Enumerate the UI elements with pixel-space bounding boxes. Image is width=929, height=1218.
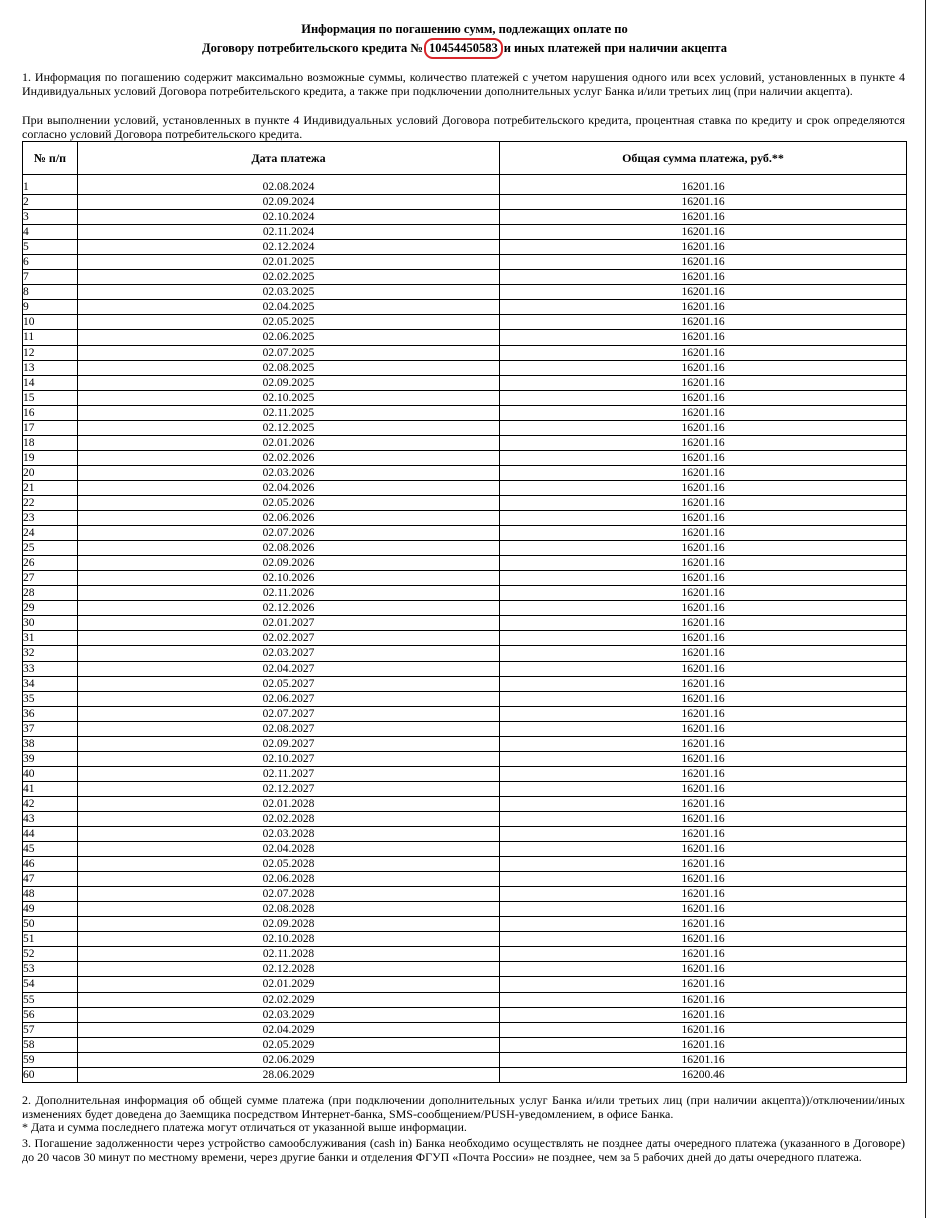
- payment-amount: 16201.16: [500, 721, 907, 736]
- payment-date: 02.08.2026: [78, 541, 500, 556]
- table-row: [23, 1007, 907, 1022]
- header-amount: Общая сумма платежа, руб.**: [500, 142, 907, 175]
- payment-amount: 16201.16: [500, 240, 907, 255]
- row-number: 24: [23, 526, 78, 541]
- row-number: 1: [23, 180, 78, 195]
- header-date: Дата платежа: [78, 142, 500, 175]
- page-edge-line: [925, 0, 926, 1218]
- table-row: [23, 586, 907, 601]
- table-row: [23, 511, 907, 526]
- payment-date: 02.05.2027: [78, 676, 500, 691]
- payment-amount: 16201.16: [500, 571, 907, 586]
- payment-amount: 16201.16: [500, 210, 907, 225]
- payment-date: 02.05.2028: [78, 857, 500, 872]
- payment-amount: 16201.16: [500, 1007, 907, 1022]
- table-row: [23, 180, 907, 195]
- row-number: 29: [23, 601, 78, 616]
- row-number: 33: [23, 661, 78, 676]
- payment-amount: 16201.16: [500, 887, 907, 902]
- payment-date: 02.10.2024: [78, 210, 500, 225]
- table-row: [23, 751, 907, 766]
- row-number: 43: [23, 811, 78, 826]
- payment-date: 02.12.2027: [78, 781, 500, 796]
- payment-date: 02.02.2028: [78, 811, 500, 826]
- payment-date: 02.12.2024: [78, 240, 500, 255]
- table-row: [23, 1067, 907, 1082]
- payment-date: 02.07.2025: [78, 345, 500, 360]
- payment-amount: 16201.16: [500, 511, 907, 526]
- payment-date: 02.02.2025: [78, 270, 500, 285]
- payment-amount: 16201.16: [500, 616, 907, 631]
- payment-date: 02.09.2027: [78, 736, 500, 751]
- payment-date: 02.02.2027: [78, 631, 500, 646]
- table-row: [23, 285, 907, 300]
- payment-amount: 16201.16: [500, 586, 907, 601]
- payment-amount: 16201.16: [500, 360, 907, 375]
- payment-amount: 16201.16: [500, 300, 907, 315]
- table-row: [23, 390, 907, 405]
- payment-date: 02.03.2027: [78, 646, 500, 661]
- payment-date: 28.06.2029: [78, 1067, 500, 1082]
- payment-amount: 16201.16: [500, 661, 907, 676]
- row-number: 27: [23, 571, 78, 586]
- payment-amount: 16201.16: [500, 781, 907, 796]
- row-number: 34: [23, 676, 78, 691]
- row-number: 21: [23, 480, 78, 495]
- payment-amount: 16201.16: [500, 450, 907, 465]
- table-row: [23, 781, 907, 796]
- table-row: [23, 691, 907, 706]
- payment-amount: 16201.16: [500, 526, 907, 541]
- footer-paragraph-3: 3. Погашение задолженности через устройство самообслуживания (cash in) Банка необходимо осуществлять не позднее даты очередного платежа (указанного в Договоре) до 20 часов 30 минут по местному времени, через другие банки и отделения ФГУП «Почта России» не позднее, чем за 5 рабочих дней до даты очередного платежа.: [22, 1136, 905, 1165]
- payment-amount: 16201.16: [500, 420, 907, 435]
- payment-date: 02.09.2025: [78, 375, 500, 390]
- table-row: [23, 315, 907, 330]
- payment-date: 02.03.2028: [78, 827, 500, 842]
- row-number: 5: [23, 240, 78, 255]
- row-number: 18: [23, 435, 78, 450]
- row-number: 8: [23, 285, 78, 300]
- table-row: [23, 646, 907, 661]
- table-row: [23, 526, 907, 541]
- payment-date: 02.12.2026: [78, 601, 500, 616]
- payment-date: 02.06.2026: [78, 511, 500, 526]
- table-row: [23, 796, 907, 811]
- row-number: 57: [23, 1022, 78, 1037]
- payment-amount: 16201.16: [500, 857, 907, 872]
- payment-amount: 16201.16: [500, 285, 907, 300]
- table-row: [23, 902, 907, 917]
- payment-date: 02.01.2026: [78, 435, 500, 450]
- row-number: 23: [23, 511, 78, 526]
- row-number: 12: [23, 345, 78, 360]
- payment-amount: 16201.16: [500, 255, 907, 270]
- row-number: 53: [23, 962, 78, 977]
- payment-date: 02.08.2028: [78, 902, 500, 917]
- title-suffix: и иных платежей при наличии акцепта: [503, 41, 727, 55]
- table-row: [23, 405, 907, 420]
- table-row: [23, 225, 907, 240]
- table-row: [23, 706, 907, 721]
- payment-amount: 16201.16: [500, 315, 907, 330]
- row-number: 55: [23, 992, 78, 1007]
- payment-date: 02.07.2026: [78, 526, 500, 541]
- header-number: № п/п: [23, 142, 78, 175]
- payment-amount: 16201.16: [500, 902, 907, 917]
- payment-date: 02.02.2026: [78, 450, 500, 465]
- row-number: 13: [23, 360, 78, 375]
- row-number: 35: [23, 691, 78, 706]
- table-row: [23, 465, 907, 480]
- payment-amount: 16201.16: [500, 465, 907, 480]
- payment-date: 02.07.2027: [78, 706, 500, 721]
- payment-amount: 16201.16: [500, 842, 907, 857]
- table-row: [23, 375, 907, 390]
- row-number: 11: [23, 330, 78, 345]
- footer-paragraph-2: 2. Дополнительная информация об общей сумме платежа (при подключении дополнительных услуг Банка и/или третьих лиц (при наличии акцепта))/отключении/иных изменениях будет доведена до Заемщика посредством Интернет-банка, SMS-сообщением/PUSH-уведомлением, в офисе Банка.: [22, 1093, 905, 1122]
- payment-date: 02.09.2028: [78, 917, 500, 932]
- payment-amount: 16201.16: [500, 1037, 907, 1052]
- table-row: [23, 495, 907, 510]
- table-row: [23, 435, 907, 450]
- payment-amount: 16201.16: [500, 646, 907, 661]
- payment-amount: 16201.16: [500, 225, 907, 240]
- table-row: [23, 811, 907, 826]
- row-number: 39: [23, 751, 78, 766]
- payment-date: 02.12.2025: [78, 420, 500, 435]
- row-number: 45: [23, 842, 78, 857]
- table-row: [23, 962, 907, 977]
- payment-date: 02.11.2025: [78, 405, 500, 420]
- payment-date: 02.08.2024: [78, 180, 500, 195]
- table-row: [23, 887, 907, 902]
- payment-amount: 16201.16: [500, 932, 907, 947]
- payment-amount: 16200.46: [500, 1067, 907, 1082]
- row-number: 54: [23, 977, 78, 992]
- payment-date: 02.08.2027: [78, 721, 500, 736]
- payment-schedule-table: [22, 141, 907, 1083]
- row-number: 9: [23, 300, 78, 315]
- payment-amount: 16201.16: [500, 435, 907, 450]
- payment-amount: 16201.16: [500, 375, 907, 390]
- table-row: [23, 1037, 907, 1052]
- contract-number: 10454450583: [424, 38, 503, 59]
- payment-date: 02.03.2025: [78, 285, 500, 300]
- row-number: 28: [23, 586, 78, 601]
- row-number: 46: [23, 857, 78, 872]
- payment-amount: 16201.16: [500, 962, 907, 977]
- payment-date: 02.12.2028: [78, 962, 500, 977]
- table-row: [23, 360, 907, 375]
- payment-date: 02.08.2025: [78, 360, 500, 375]
- payment-date: 02.06.2025: [78, 330, 500, 345]
- payment-amount: 16201.16: [500, 195, 907, 210]
- payment-amount: 16201.16: [500, 1052, 907, 1067]
- row-number: 56: [23, 1007, 78, 1022]
- table-row: [23, 736, 907, 751]
- row-number: 44: [23, 827, 78, 842]
- table-row: [23, 766, 907, 781]
- row-number: 31: [23, 631, 78, 646]
- table-row: [23, 917, 907, 932]
- table-row: [23, 827, 907, 842]
- table-row: [23, 616, 907, 631]
- row-number: 19: [23, 450, 78, 465]
- row-number: 32: [23, 646, 78, 661]
- payment-date: 02.04.2028: [78, 842, 500, 857]
- row-number: 17: [23, 420, 78, 435]
- payment-date: 02.11.2026: [78, 586, 500, 601]
- payment-amount: 16201.16: [500, 556, 907, 571]
- payment-date: 02.06.2027: [78, 691, 500, 706]
- row-number: 3: [23, 210, 78, 225]
- row-number: 26: [23, 556, 78, 571]
- table-body: [23, 175, 907, 1083]
- payment-date: 02.11.2024: [78, 225, 500, 240]
- table-row: [23, 1022, 907, 1037]
- payment-date: 02.10.2025: [78, 390, 500, 405]
- payment-date: 02.10.2027: [78, 751, 500, 766]
- payment-amount: 16201.16: [500, 270, 907, 285]
- row-number: 10: [23, 315, 78, 330]
- table-row: [23, 255, 907, 270]
- payment-amount: 16201.16: [500, 977, 907, 992]
- table-row: [23, 240, 907, 255]
- row-number: 49: [23, 902, 78, 917]
- row-number: 42: [23, 796, 78, 811]
- table-row: [23, 556, 907, 571]
- row-number: 37: [23, 721, 78, 736]
- payment-amount: 16201.16: [500, 676, 907, 691]
- row-number: 41: [23, 781, 78, 796]
- payment-date: 02.06.2029: [78, 1052, 500, 1067]
- intro-paragraph-2: При выполнении условий, установленных в пункте 4 Индивидуальных условий Договора потребительского кредита, процентная ставка по кредиту и срок определяются согласно условий Договора потребительского кредита.: [22, 113, 905, 142]
- table-row: [23, 420, 907, 435]
- intro-paragraph-1: 1. Информация по погашению содержит максимально возможные суммы, количество платежей с учетом нарушения одного или всех условий, установленных в пункте 4 Индивидуальных условий Договора потребительского кредита, а также при подключении дополнительных услуг Банка и/или третьих лиц (при наличии акцепта).: [22, 70, 905, 99]
- row-number: 58: [23, 1037, 78, 1052]
- table-row: [23, 977, 907, 992]
- payment-amount: 16201.16: [500, 601, 907, 616]
- table-row: [23, 661, 907, 676]
- row-number: 50: [23, 917, 78, 932]
- row-number: 40: [23, 766, 78, 781]
- payment-date: 02.10.2026: [78, 571, 500, 586]
- payment-amount: 16201.16: [500, 541, 907, 556]
- payment-amount: 16201.16: [500, 330, 907, 345]
- document-title-line2: [0, 38, 929, 59]
- payment-date: 02.06.2028: [78, 872, 500, 887]
- payment-amount: 16201.16: [500, 736, 907, 751]
- payment-amount: 16201.16: [500, 872, 907, 887]
- row-number: 51: [23, 932, 78, 947]
- table-row: [23, 300, 907, 315]
- payment-date: 02.04.2029: [78, 1022, 500, 1037]
- table-row: [23, 1052, 907, 1067]
- table-row: [23, 721, 907, 736]
- table-row: [23, 992, 907, 1007]
- payment-date: 02.05.2026: [78, 495, 500, 510]
- table-row: [23, 631, 907, 646]
- row-number: 47: [23, 872, 78, 887]
- table-header-row: [23, 142, 907, 175]
- table-row: [23, 932, 907, 947]
- payment-amount: 16201.16: [500, 495, 907, 510]
- payment-date: 02.11.2027: [78, 766, 500, 781]
- payment-amount: 16201.16: [500, 1022, 907, 1037]
- row-number: 22: [23, 495, 78, 510]
- payment-amount: 16201.16: [500, 827, 907, 842]
- row-number: 59: [23, 1052, 78, 1067]
- row-number: 16: [23, 405, 78, 420]
- payment-amount: 16201.16: [500, 706, 907, 721]
- table-row: [23, 676, 907, 691]
- row-number: 38: [23, 736, 78, 751]
- table-row: [23, 842, 907, 857]
- title-prefix: Договору потребительского кредита №: [202, 41, 423, 55]
- row-number: 36: [23, 706, 78, 721]
- row-number: 15: [23, 390, 78, 405]
- row-number: 25: [23, 541, 78, 556]
- table-row: [23, 480, 907, 495]
- payment-date: 02.04.2027: [78, 661, 500, 676]
- payment-date: 02.03.2029: [78, 1007, 500, 1022]
- payment-date: 02.04.2025: [78, 300, 500, 315]
- footer-note: * Дата и сумма последнего платежа могут отличаться от указанной выше информации.: [22, 1120, 467, 1134]
- payment-date: 02.03.2026: [78, 465, 500, 480]
- payment-amount: 16201.16: [500, 390, 907, 405]
- table-row: [23, 857, 907, 872]
- table-row: [23, 571, 907, 586]
- row-number: 48: [23, 887, 78, 902]
- payment-date: 02.01.2025: [78, 255, 500, 270]
- row-number: 7: [23, 270, 78, 285]
- document-title-line1: Информация по погашению сумм, подлежащих оплате по: [301, 22, 628, 36]
- payment-amount: 16201.16: [500, 180, 907, 195]
- payment-amount: 16201.16: [500, 917, 907, 932]
- payment-date: 02.01.2027: [78, 616, 500, 631]
- row-number: 52: [23, 947, 78, 962]
- payment-date: 02.01.2029: [78, 977, 500, 992]
- table-row: [23, 601, 907, 616]
- row-number: 30: [23, 616, 78, 631]
- table-row: [23, 330, 907, 345]
- payment-date: 02.07.2028: [78, 887, 500, 902]
- table-row: [23, 210, 907, 225]
- payment-date: 02.09.2026: [78, 556, 500, 571]
- payment-date: 02.05.2029: [78, 1037, 500, 1052]
- payment-date: 02.09.2024: [78, 195, 500, 210]
- payment-amount: 16201.16: [500, 811, 907, 826]
- table-row: [23, 541, 907, 556]
- payment-amount: 16201.16: [500, 751, 907, 766]
- payment-date: 02.10.2028: [78, 932, 500, 947]
- payment-amount: 16201.16: [500, 480, 907, 495]
- payment-date: 02.01.2028: [78, 796, 500, 811]
- payment-amount: 16201.16: [500, 766, 907, 781]
- payment-date: 02.04.2026: [78, 480, 500, 495]
- row-number: 60: [23, 1067, 78, 1082]
- row-number: 14: [23, 375, 78, 390]
- payment-amount: 16201.16: [500, 796, 907, 811]
- table-row: [23, 270, 907, 285]
- payment-amount: 16201.16: [500, 631, 907, 646]
- row-number: 6: [23, 255, 78, 270]
- payment-amount: 16201.16: [500, 691, 907, 706]
- row-number: 20: [23, 465, 78, 480]
- table-row: [23, 195, 907, 210]
- table-row: [23, 947, 907, 962]
- table-row: [23, 345, 907, 360]
- payment-date: 02.05.2025: [78, 315, 500, 330]
- payment-amount: 16201.16: [500, 947, 907, 962]
- table-row: [23, 450, 907, 465]
- payment-date: 02.11.2028: [78, 947, 500, 962]
- row-number: 4: [23, 225, 78, 240]
- table-row: [23, 872, 907, 887]
- payment-amount: 16201.16: [500, 345, 907, 360]
- payment-date: 02.02.2029: [78, 992, 500, 1007]
- row-number: 2: [23, 195, 78, 210]
- payment-amount: 16201.16: [500, 405, 907, 420]
- payment-amount: 16201.16: [500, 992, 907, 1007]
